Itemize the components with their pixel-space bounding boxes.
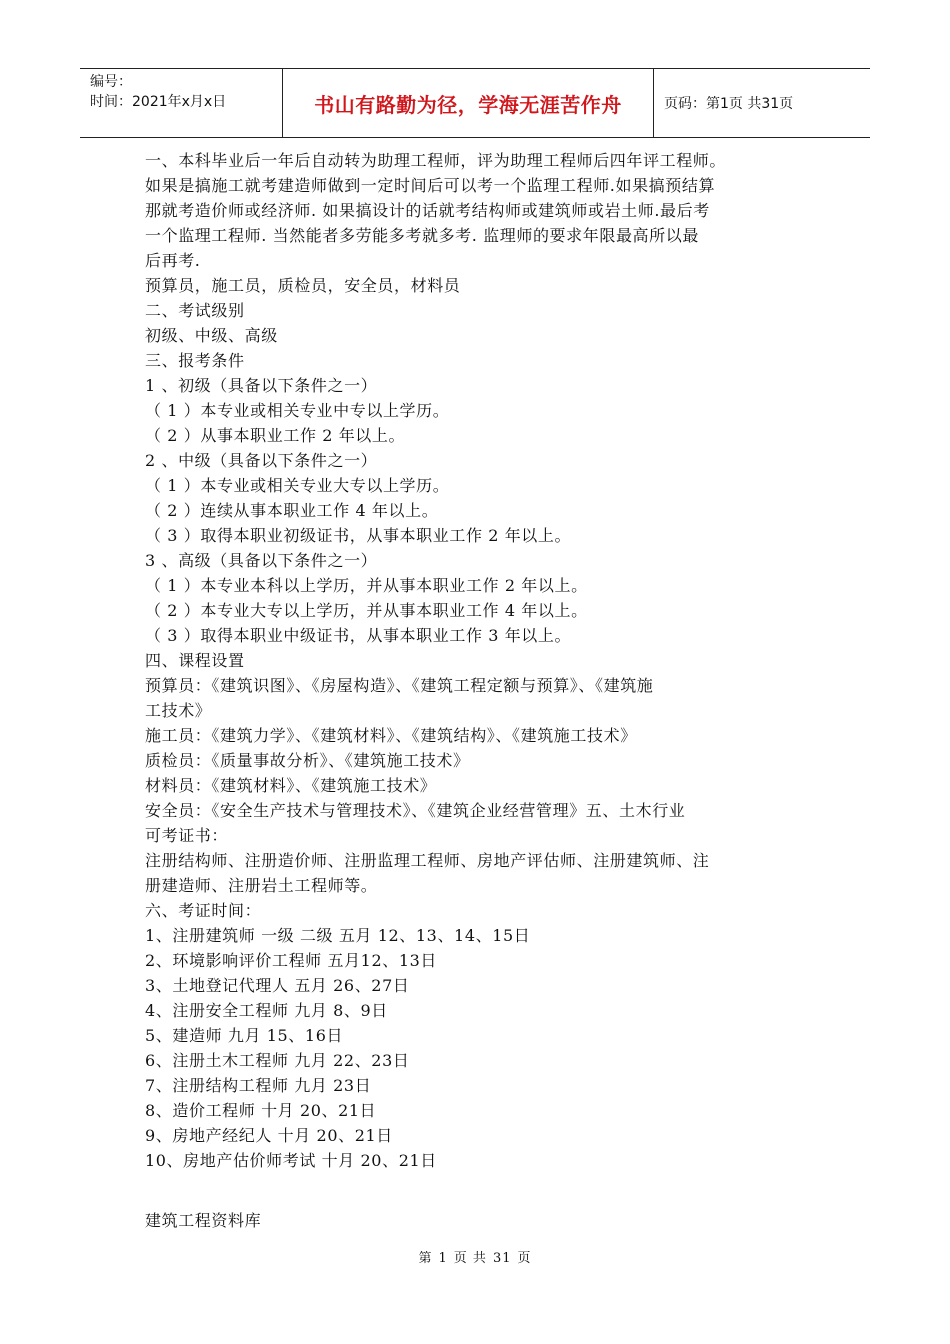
body-line: （ 1 ）本专业本科以上学历，并从事本职业工作 2 年以上。 <box>145 576 588 595</box>
body-line: 施工员：《建筑力学》、《建筑材料》、《建筑结构》、《建筑施工技术》 <box>145 726 637 745</box>
body-line: 1 、初级（具备以下条件之一） <box>145 376 378 395</box>
body-line: 一个监理工程师. 当然能者多劳能多考就多考. 监理师的要求年限最高所以最 <box>145 226 699 245</box>
body-line: 四、课程设置 <box>145 651 245 670</box>
body-line: 预算员：《建筑识图》、《房屋构造》、《建筑工程定额与预算》、《建筑施 <box>145 676 654 695</box>
page-number-total: 31 <box>492 1251 512 1266</box>
body-line: 一、本科毕业后一年后自动转为助理工程师，评为助理工程师后四年评工程师。 <box>145 151 727 170</box>
body-line: 1、注册建筑师 一级 二级 五月 12、13、14、15日 <box>145 926 531 945</box>
body-line: （ 3 ）取得本职业初级证书，从事本职业工作 2 年以上。 <box>145 526 572 545</box>
body-line: 5、建造师 九月 15、16日 <box>145 1026 344 1045</box>
body-line: 后再考. <box>145 251 201 270</box>
body-line: 那就考造价师或经济师. 如果搞设计的话就考结构师或建筑师或岩土师.最后考 <box>145 201 710 220</box>
page-number-mid: 页 共 <box>453 1251 487 1266</box>
body-line: 2 、中级（具备以下条件之一） <box>145 451 378 470</box>
body-line: （ 1 ）本专业或相关专业中专以上学历。 <box>145 401 450 420</box>
page-number-prefix: 第 <box>418 1251 433 1266</box>
body-text <box>145 148 805 1173</box>
page-number-current: 1 <box>438 1251 448 1266</box>
body-line: （ 2 ）连续从事本职业工作 4 年以上。 <box>145 501 439 520</box>
body-line: 2、环境影响评价工程师 五月12、13日 <box>145 951 437 970</box>
body-line: 初级、中级、高级 <box>145 326 278 345</box>
body-line: （ 2 ）本专业大专以上学历，并从事本职业工作 4 年以上。 <box>145 601 588 620</box>
body-line: 10、房地产估价师考试 十月 20、21日 <box>145 1151 437 1170</box>
time-label: 时间：2021年x月x日 <box>90 94 227 110</box>
body-line: 3 、高级（具备以下条件之一） <box>145 551 378 570</box>
body-line: 4、注册安全工程师 九月 8、9日 <box>145 1001 388 1020</box>
body-line: 质检员：《质量事故分析》、《建筑施工技术》 <box>145 751 470 770</box>
body-line: 六、考证时间： <box>145 901 262 920</box>
body-line: 7、注册结构工程师 九月 23日 <box>145 1076 372 1095</box>
body-line: （ 2 ）从事本职业工作 2 年以上。 <box>145 426 406 445</box>
body-line: 册建造师、注册岩土工程师等。 <box>145 876 378 895</box>
body-line: 6、注册土木工程师 九月 22、23日 <box>145 1051 410 1070</box>
page-number <box>0 1247 950 1266</box>
body-line: 材料员：《建筑材料》、《建筑施工技术》 <box>145 776 437 795</box>
body-line: （ 3 ）取得本职业中级证书，从事本职业工作 3 年以上。 <box>145 626 572 645</box>
code-label: 编号： <box>90 74 132 90</box>
body-line: （ 1 ）本专业或相关专业大专以上学历。 <box>145 476 450 495</box>
body-line: 可考证书： <box>145 826 229 845</box>
body-line: 8、造价工程师 十月 20、21日 <box>145 1101 377 1120</box>
body-line: 注册结构师、注册造价师、注册监理工程师、房地产评估师、注册建筑师、注 <box>145 851 710 870</box>
body-line: 如果是搞施工就考建造师做到一定时间后可以考一个监理工程师.如果搞预结算 <box>145 176 716 195</box>
header-meta <box>80 69 283 137</box>
body-line: 3、土地登记代理人 五月 26、27日 <box>145 976 410 995</box>
page-header <box>80 68 870 138</box>
body-line: 二、考试级别 <box>145 301 245 320</box>
body-line: 预算员，施工员，质检员，安全员，材料员 <box>145 276 461 295</box>
body-line: 安全员：《安全生产技术与管理技术》、《建筑企业经营管理》五、土木行业 <box>145 801 686 820</box>
body-line: 三、报考条件 <box>145 351 245 370</box>
header-motto: 书山有路勤为径，学海无涯苦作舟 <box>283 69 654 137</box>
header-page-info: 页码：第1页 共31页 <box>664 96 794 112</box>
body-line: 9、房地产经纪人 十月 20、21日 <box>145 1126 393 1145</box>
footer-note: 建筑工程资料库 <box>145 1211 262 1230</box>
body-line: 工技术》 <box>145 701 212 720</box>
page-number-suffix: 页 <box>517 1251 532 1266</box>
